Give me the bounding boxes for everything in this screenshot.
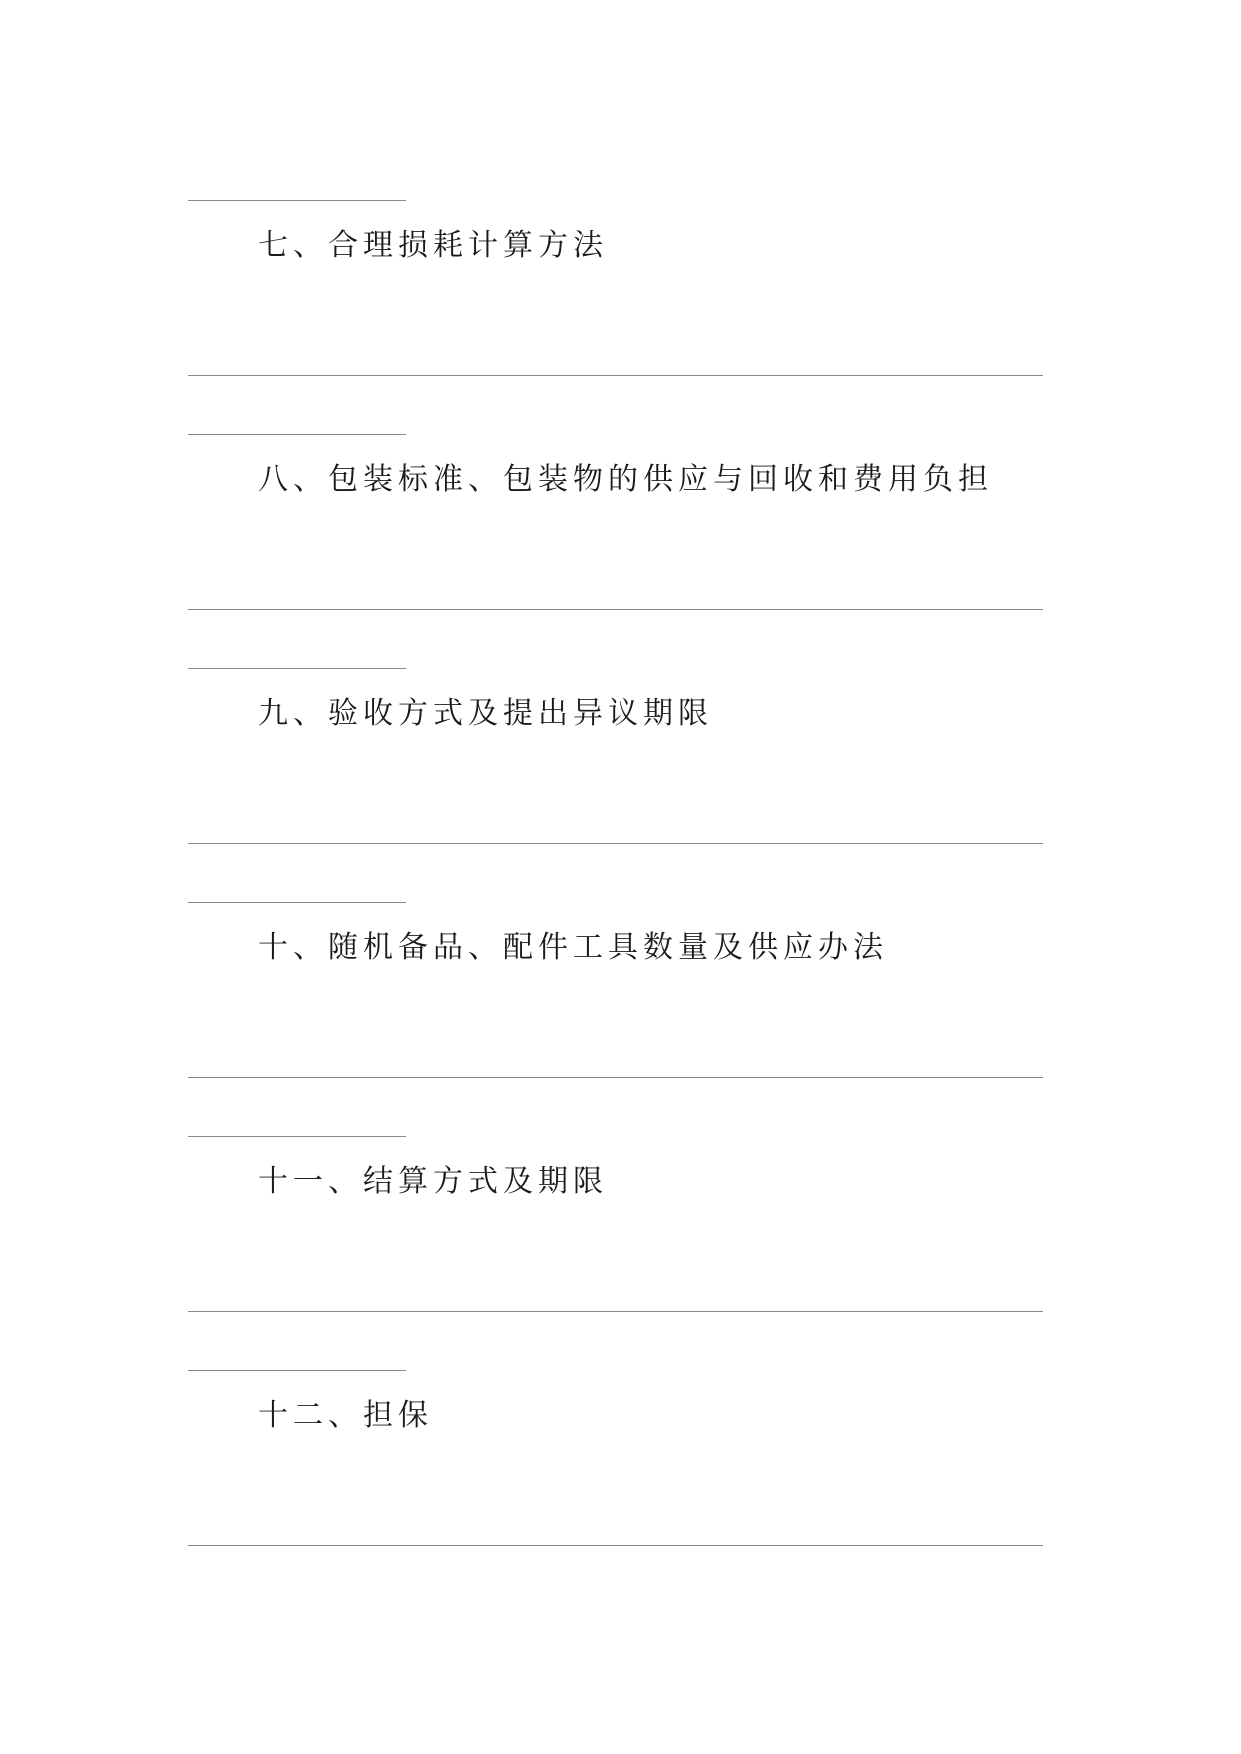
blank-line-short xyxy=(188,1370,406,1371)
blank-line-short xyxy=(188,668,406,669)
section-heading-12: 十二、担保 xyxy=(258,1398,433,1433)
section-heading-11: 十一、结算方式及期限 xyxy=(258,1164,608,1199)
blank-line-short xyxy=(188,200,406,201)
blank-line-short xyxy=(188,902,406,903)
blank-line-long xyxy=(188,1077,1043,1078)
blank-line-short xyxy=(188,1136,406,1137)
section-heading-7: 七、合理损耗计算方法 xyxy=(258,228,608,263)
blank-line-long xyxy=(188,843,1043,844)
blank-line-short xyxy=(188,434,406,435)
blank-line-long xyxy=(188,1311,1043,1312)
section-heading-9: 九、验收方式及提出异议期限 xyxy=(258,696,713,731)
section-heading-10: 十、随机备品、配件工具数量及供应办法 xyxy=(258,930,888,965)
blank-line-long xyxy=(188,609,1043,610)
blank-line-long xyxy=(188,1545,1043,1546)
blank-line-long xyxy=(188,375,1043,376)
section-heading-8: 八、包装标准、包装物的供应与回收和费用负担 xyxy=(258,462,993,497)
